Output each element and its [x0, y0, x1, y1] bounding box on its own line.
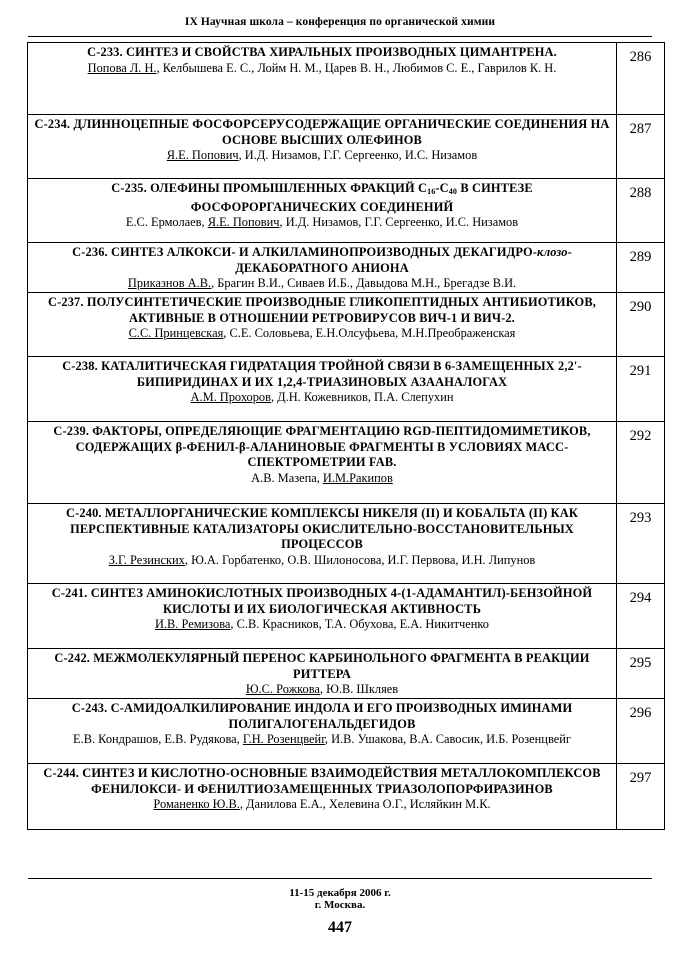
entry-cell — [28, 699, 617, 764]
entry-cell — [28, 243, 617, 293]
footer — [0, 887, 680, 911]
title-part: С-235. ОЛЕФИНЫ ПРОМЫШЛЕННЫХ ФРАКЦИЙ С — [111, 181, 428, 195]
table-row — [28, 584, 665, 649]
running-header: IX Научная школа – конференция по органической химии — [184, 16, 496, 28]
entry-title: С-242. МЕЖМОЛЕКУЛЯРНЫЙ ПЕРЕНОС КАРБИНОЛЬНОГО ФРАГМЕНТА В РЕАКЦИИ РИТТЕРА — [54, 651, 590, 681]
page-number-cell: 295 — [617, 649, 665, 699]
title-part: -ДЕКАБОРАТНОГО АНИОНА — [235, 245, 572, 275]
entry-authors — [34, 215, 610, 230]
entry-title: С-240. МЕТАЛЛОРГАНИЧЕСКИЕ КОМПЛЕКСЫ НИКЕЛЯ (II) И КОБАЛЬТА (II) КАК ПЕРСПЕКТИВНЫЕ КАТАЛИЗАТОРЫ ОКИСЛИТЕЛЬНО-ВОССТАНОВИТЕЛЬНЫХ ПРОЦЕССОВ — [66, 506, 578, 551]
page-number-cell: 293 — [617, 504, 665, 584]
entry-authors — [34, 682, 610, 697]
presenting-author: Попова Л. Н. — [87, 60, 157, 75]
co-authors: , И.Д. Низамов, Г.Г. Сергеенко, И.С. Низамов — [238, 148, 478, 162]
page-number-cell: 296 — [617, 699, 665, 764]
presenting-author: Ю.С. Рожкова — [245, 682, 320, 696]
co-authors: Е.В. Кондрашов, Е.В. Рудякова, — [73, 732, 243, 746]
entry-authors — [34, 61, 610, 76]
presenting-author: И.М.Ракипов — [322, 470, 393, 485]
entry-title — [34, 181, 610, 215]
entry-authors — [34, 471, 610, 486]
entry-title: С-244. СИНТЕЗ И КИСЛОТНО-ОСНОВНЫЕ ВЗАИМОДЕЙСТВИЯ МЕТАЛЛОКОМПЛЕКСОВ ФЕНИЛОКСИ- И ФЕНИЛТИОЗАМЕЩЕННЫХ ТРИАЗОЛОПОРФИРАЗИНОВ — [43, 766, 601, 796]
header-rule — [28, 36, 652, 37]
entry-cell — [28, 764, 617, 830]
co-authors: , Брагин В.И., Сиваев И.Б., Давыдова М.Н., Брегадзе В.И. — [211, 276, 517, 290]
entry-cell — [28, 179, 617, 243]
co-authors: , Келбышева Е. С., Лойм Н. М., Царев В. Н., Любимов С. Е., Гаврилов К. Н. — [156, 60, 557, 75]
page-number-cell: 290 — [617, 293, 665, 357]
page-number-cell: 294 — [617, 584, 665, 649]
entry-title: С-238. КАТАЛИТИЧЕСКАЯ ГИДРАТАЦИЯ ТРОЙНОЙ СВЯЗИ В 6-ЗАМЕЩЕННЫХ 2,2'-БИПИРИДИНАХ И ИХ 1,2,4-ТРИАЗИНОВЫХ АЗААНАЛОГАХ — [62, 359, 582, 389]
subscript: 16 — [427, 187, 436, 196]
table-row — [28, 43, 665, 115]
presenting-author: Я.Е. Попович — [166, 148, 239, 162]
footer-rule — [28, 878, 652, 879]
co-authors: , Данилова Е.А., Хелевина О.Г., Исляйкин М.К. — [239, 797, 491, 811]
co-authors: , И.Д. Низамов, Г.Г. Сергеенко, И.С. Низамов — [279, 215, 519, 229]
table-row — [28, 764, 665, 830]
co-authors: , Ю.А. Горбатенко, О.В. Шилоносова, И.Г. Первова, И.Н. Липунов — [184, 552, 536, 567]
co-authors: , Ю.В. Шкляев — [319, 682, 399, 696]
entry-title: С-233. СИНТЕЗ И СВОЙСТВА ХИРАЛЬНЫХ ПРОИЗВОДНЫХ ЦИМАНТРЕНА. — [87, 45, 557, 59]
entry-cell — [28, 422, 617, 504]
entry-authors — [34, 553, 610, 568]
entry-authors — [34, 326, 610, 341]
presenting-author: Г.Н. Розенцвейг — [242, 732, 325, 746]
entry-authors — [34, 617, 610, 632]
page-number-cell: 297 — [617, 764, 665, 830]
table-row — [28, 293, 665, 357]
entry-authors — [34, 390, 610, 405]
entry-cell — [28, 649, 617, 699]
presenting-author: Романенко Ю.В. — [153, 797, 240, 811]
presenting-author: И.В. Ремизова — [154, 617, 231, 631]
entry-title: С-237. ПОЛУСИНТЕТИЧЕСКИЕ ПРОИЗВОДНЫЕ ГЛИКОПЕПТИДНЫХ АНТИБИОТИКОВ, АКТИВНЫЕ В ОТНОШЕНИИ РЕТРОВИРУСОВ ВИЧ-1 И ВИЧ-2. — [47, 295, 596, 325]
page-number-cell: 289 — [617, 243, 665, 293]
page-number-cell: 287 — [617, 115, 665, 179]
entry-cell — [28, 584, 617, 649]
entry-cell — [28, 504, 617, 584]
entry-title: С-243. С-АМИДОАЛКИЛИРОВАНИЕ ИНДОЛА И ЕГО ПРОИЗВОДНЫХ ИМИНАМИ ПОЛИГАЛОГЕНАЛЬДЕГИДОВ — [71, 701, 573, 731]
table-row — [28, 504, 665, 584]
entry-authors — [34, 276, 610, 291]
title-part: С-236. СИНТЕЗ АЛКОКСИ- И АЛКИЛАМИНОПРОИЗВОДНЫХ ДЕКАГИДРО- — [72, 245, 538, 259]
entry-authors — [34, 732, 610, 747]
title-part: В СИНТЕЗЕ ФОСФОРОРГАНИЧЕСКИХ СОЕДИНЕНИЙ — [190, 181, 533, 214]
conference-dates: 11-15 декабря 2006 г. — [289, 887, 391, 899]
entry-cell — [28, 293, 617, 357]
table-row — [28, 357, 665, 422]
entry-authors — [34, 797, 610, 812]
co-authors: , Д.Н. Кожевников, П.А. Слепухин — [270, 390, 454, 404]
title-part: -С — [435, 181, 449, 195]
page-number-cell: 288 — [617, 179, 665, 243]
entry-title: С-241. СИНТЕЗ АМИНОКИСЛОТНЫХ ПРОИЗВОДНЫХ 4-(1-АДАМАНТИЛ)-БЕНЗОЙНОЙ КИСЛОТЫ И ИХ БИОЛОГИЧЕСКАЯ АКТИВНОСТЬ — [51, 586, 593, 616]
co-authors: А.В. Мазепа, — [251, 470, 323, 485]
entry-title: С-239. ФАКТОРЫ, ОПРЕДЕЛЯЮЩИЕ ФРАГМЕНТАЦИЮ RGD-ПЕПТИДОМИМЕТИКОВ, СОДЕРЖАЩИХ β-ФЕНИЛ-β-АЛАНИНОВЫЕ ФРАГМЕНТЫ В УСЛОВИЯХ МАСС-СПЕКТРОМЕТРИИ FAB. — [53, 424, 591, 469]
entry-authors — [34, 148, 610, 163]
co-authors: , И.В. Ушакова, В.А. Савосик, И.Б. Розенцвейг — [324, 732, 571, 746]
contents-table — [27, 42, 665, 830]
presenting-author: А.М. Прохоров — [190, 390, 271, 404]
page-number: 447 — [328, 919, 352, 936]
table-row — [28, 699, 665, 764]
page-number-cell: 291 — [617, 357, 665, 422]
table-row — [28, 422, 665, 504]
table-row — [28, 243, 665, 293]
page-number-cell: 286 — [617, 43, 665, 115]
presenting-author: С.С. Принцевская — [128, 326, 224, 340]
co-authors: Е.С. Ермолаев, — [125, 215, 208, 229]
entry-title — [34, 245, 610, 276]
subscript: 40 — [448, 187, 458, 196]
table-row — [28, 115, 665, 179]
entry-cell — [28, 357, 617, 422]
co-authors: , С.Е. Соловьева, Е.Н.Олсуфьева, М.Н.Преображенская — [223, 326, 516, 340]
entry-cell — [28, 43, 617, 115]
presenting-author: Я.Е. Попович — [207, 215, 280, 229]
entry-title: С-234. ДЛИННОЦЕПНЫЕ ФОСФОРСЕРУСОДЕРЖАЩИЕ ОРГАНИЧЕСКИЕ СОЕДИНЕНИЯ НА ОСНОВЕ ВЫСШИХ ОЛЕФИНОВ — [34, 117, 610, 147]
co-authors: , С.В. Красников, Т.А. Обухова, Е.А. Никитченко — [230, 617, 490, 631]
page-number-cell: 292 — [617, 422, 665, 504]
conference-city: г. Москва. — [314, 899, 366, 911]
presenting-author: Приказнов А.В. — [127, 276, 212, 290]
presenting-author: З.Г. Резинских — [108, 552, 185, 567]
table-row — [28, 649, 665, 699]
table-row — [28, 179, 665, 243]
title-italic: клозо — [537, 245, 568, 259]
entry-cell — [28, 115, 617, 179]
